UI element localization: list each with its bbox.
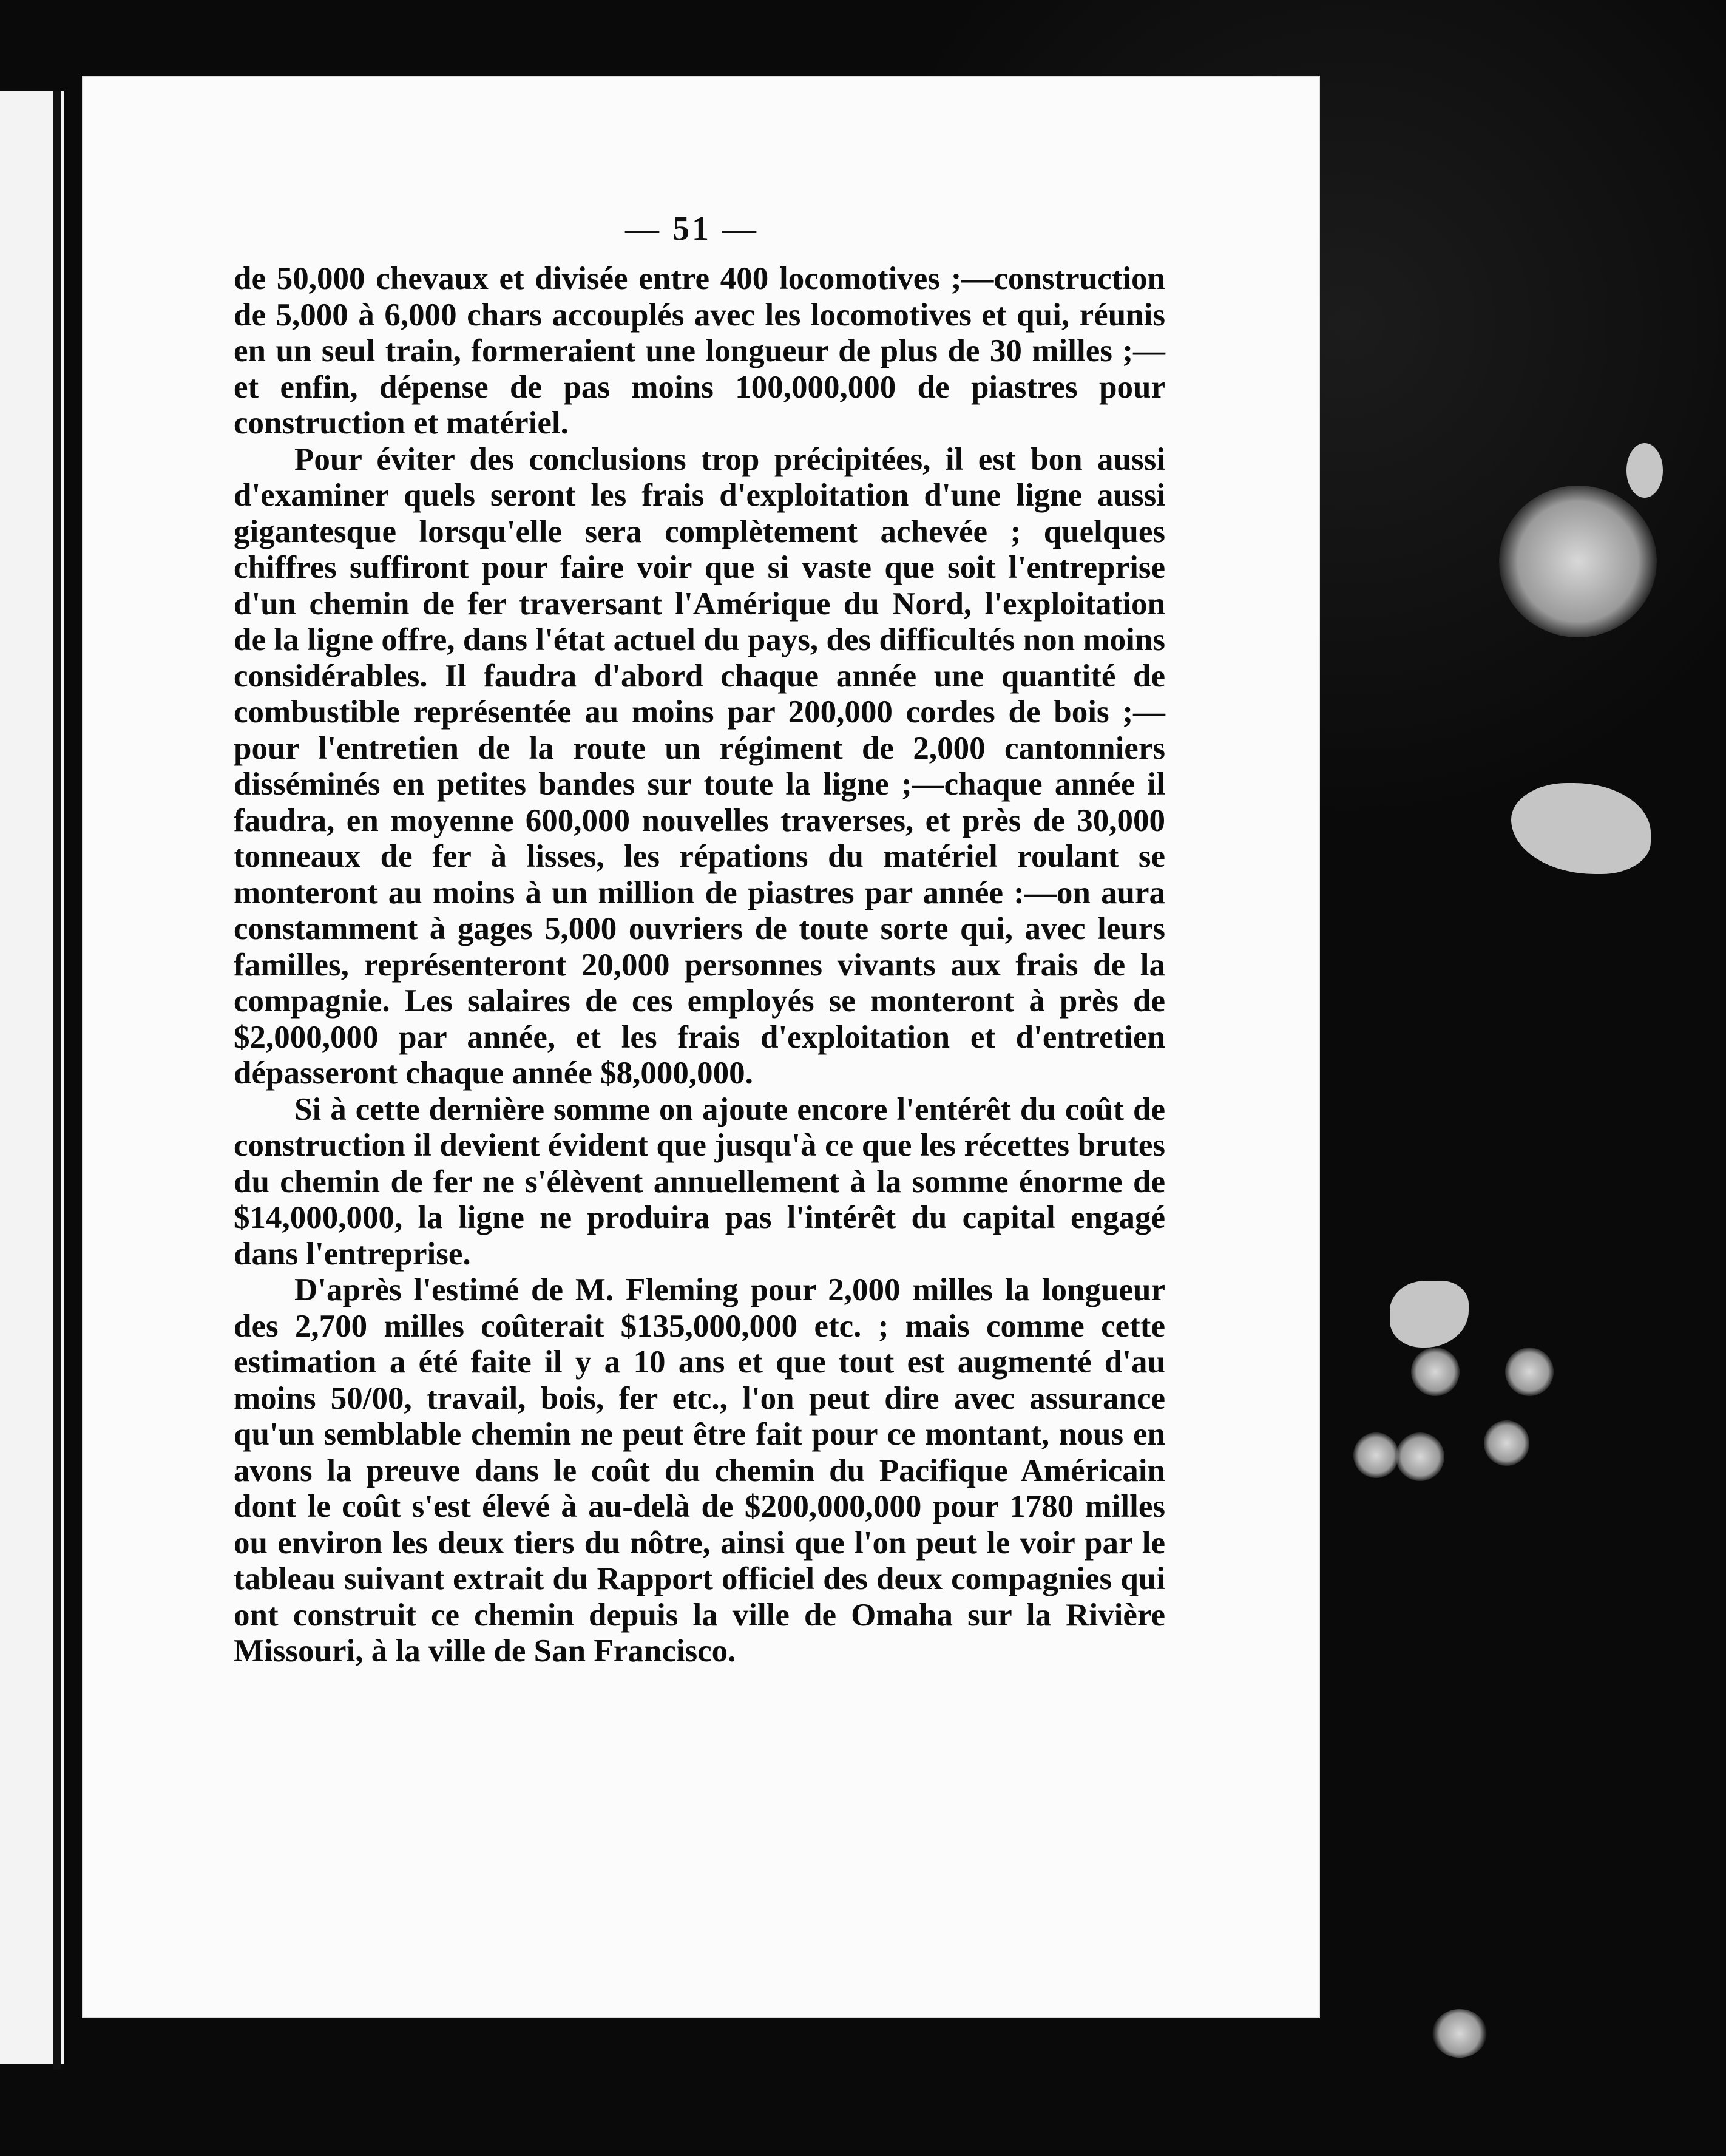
page-number: — 51 — [625, 210, 759, 248]
paragraph: Pour éviter des conclusions trop précipitées, il est bon aussi d'examiner quels seront les frais d'exploitation d'une ligne aussi gigantesque lorsqu'elle sera complètement achevée ; quelques chiffres suffiront pour faire voir que si vaste que soit l'entreprise d'un chemin de fer traversant l'Amérique du Nord, l'exploitation de la ligne offre, dans l'état actuel du pays, des difficultés non moins considérables. Il faudra d'abord chaque année une quantité de combustible représentée au moins par 200,000 cordes de bois ;—pour l'entretien de la route un régiment de 2,000 cantonniers disséminés en petites bandes sur toute la ligne ;—chaque année il faudra, en moyenne 600,000 nouvelles traverses, et près de 30,000 tonneaux de fer à lisses, les répations du matériel roulant se monteront au moins à un million de piastres par année :—on aura constamment à gages 5,000 ouvriers de toute sorte qui, avec leurs familles, représenteront 20,000 personnes vivants aux frais de la compagnie. Les salaires de ces employés se monteront à près de $2,000,000 par année, et les frais d'exploitation et d'entretien dépasseront chaque année $8,000,000. [234, 441, 1165, 1091]
mold-spot [1432, 2009, 1487, 2058]
mold-spot [1505, 1348, 1554, 1396]
paragraph: D'après l'estimé de M. Fleming pour 2,000 milles la longueur des 2,700 milles coûterait $135,000,000 etc. ; mais comme cette estimation a été faite il y a 10 ans et que tout est augmenté d'au moins 50/00, travail, bois, fer etc., l'on peut dire avec assurance qu'un semblable chemin ne peut être fait pour ce montant, nous en avons la preuve dans le coût du chemin du Pacifique Américain dont le coût s'est élevé à au-delà de $200,000,000 pour 1780 milles ou environ les deux tiers du nôtre, ainsi que l'on peut le voir par le tableau suivant extrait du Rapport officiel des deux compagnies qui ont construit ce chemin depuis la ville de Omaha sur la Rivière Missouri, à la ville de San Francisco. [234, 1272, 1165, 1669]
paper-flake [1626, 443, 1663, 498]
mold-spot [1396, 1432, 1444, 1481]
paragraph: de 50,000 chevaux et divisée entre 400 locomotives ;—construction de 5,000 à 6,000 chars accouplés avec les locomotives et qui, réunis en un seul train, formeraient une longueur de plus de 30 milles ;—et enfin, dépense de pas moins 100,000,000 de piastres pour construction et matériel. [234, 261, 1165, 441]
page-text [234, 261, 1165, 1670]
mold-spot [1353, 1432, 1399, 1478]
mold-spot [1499, 486, 1657, 637]
paragraph: Si à cette dernière somme on ajoute encore l'entérêt du coût de construction il devient évident que jusqu'à ce que les récettes brutes du chemin de fer ne s'élèvent annuellement à la somme énorme de $14,000,000, la ligne ne produira pas l'intérêt du capital engagé dans l'entreprise. [234, 1091, 1165, 1272]
binding-spine [53, 91, 61, 2070]
mold-spot [1484, 1420, 1529, 1466]
mold-spot [1411, 1348, 1460, 1396]
